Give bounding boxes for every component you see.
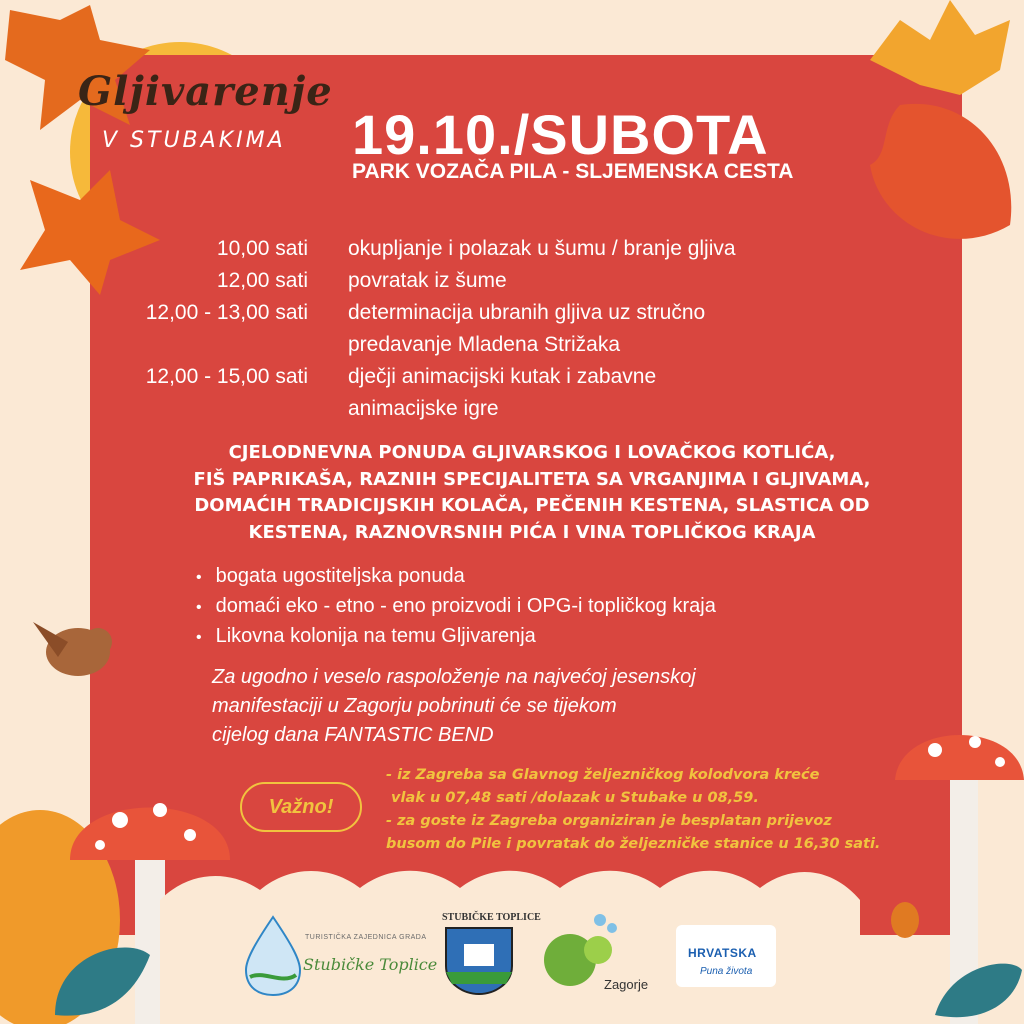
music-line: manifestaciji u Zagorju pobrinuti će se tijekom [212, 695, 617, 717]
schedule-desc [348, 297, 900, 361]
note-line: busom do Pile i povratak do željezničke stanice u 16,30 sati. [386, 836, 881, 852]
schedule-line: animacijske igre [348, 397, 499, 420]
sponsor-hrvatska-slogan: Puna života [700, 966, 753, 977]
schedule-row [100, 361, 900, 425]
schedule-time: 12,00 - 13,00 sati [145, 301, 308, 324]
schedule-time: 12,00 - 15,00 sati [145, 365, 308, 388]
offer-line: CJELODNEVNA PONUDA GLJIVARSKOG I LOVAČKOG KOTLIĆA, [228, 442, 836, 463]
schedule-line: predavanje Mladena Strižaka [348, 333, 620, 356]
list-item: • bogata ugostiteljska ponuda [196, 562, 716, 592]
schedule-line: povratak iz šume [348, 269, 507, 292]
event-location: PARK VOZAČA PILA - SLJEMENSKA CESTA [352, 160, 794, 183]
important-notes [386, 764, 946, 856]
list-item: • Likovna kolonija na temu Gljivarenja [196, 622, 716, 652]
schedule-desc [348, 265, 900, 297]
logo-title: Gljivarenje [78, 68, 333, 115]
schedule-line: okupljanje i polazak u šumu / branje gljiva [348, 237, 736, 260]
schedule-desc [348, 233, 900, 265]
note-line: - za goste iz Zagreba organiziran je besplatan prijevoz [386, 813, 832, 829]
feature-list [196, 562, 716, 652]
music-note [212, 663, 852, 750]
offer-line: FIŠ PAPRIKAŠA, RAZNIH SPECIJALITETA SA VRGANJIMA I GLJIVAMA, [193, 468, 871, 490]
schedule-time: 10,00 sati [216, 237, 308, 260]
schedule-desc [348, 361, 900, 425]
note-line: vlak u 07,48 sati /dolazak u Stubake u 08,59. [386, 790, 759, 806]
offer-line: DOMAĆIH TRADICIJSKIH KOLAČA, PEČENIH KESTENA, SLASTICA OD [194, 495, 870, 516]
music-line: Za ugodno i veselo raspoloženje na najvećoj jesenskoj [212, 666, 696, 688]
water-drop-logo-icon [244, 915, 302, 997]
schedule-line: determinacija ubranih gljiva uz stručno [348, 301, 706, 324]
logo-subtitle: V STUBAKIMA [102, 128, 286, 153]
sponsor-hrvatska: HRVATSKA [688, 946, 757, 960]
crest-title: STUBIČKE TOPLICE [442, 912, 541, 923]
sponsor-stubicke: Stubičke Toplice [303, 955, 438, 974]
sponsor-zagorje: Zagorje [604, 977, 649, 992]
crest-icon [444, 926, 514, 996]
leaf-icon [860, 0, 1024, 110]
event-date: 19.10./SUBOTA [352, 103, 769, 166]
schedule-time: 12,00 sati [216, 269, 308, 292]
schedule-row [100, 233, 900, 265]
note-line: - iz Zagreba sa Glavnog željezničkog kolodvora kreće [386, 767, 820, 783]
important-badge: Važno! [240, 782, 362, 832]
schedule [100, 233, 900, 425]
food-offer [140, 440, 924, 546]
bird-icon [28, 612, 118, 682]
music-line: cijelog dana FANTASTIC BEND [212, 724, 494, 746]
schedule-row [100, 265, 900, 297]
schedule-line: dječji animacijski kutak i zabavne [348, 365, 657, 388]
schedule-row [100, 297, 900, 361]
sponsor-small-text: TURISTIČKA ZAJEDNICA GRADA [305, 934, 427, 941]
list-item: • domaći eko - etno - eno proizvodi i OPG-i topličkog kraja [196, 592, 716, 622]
offer-line: KESTENA, RAZNOVRSNIH PIĆA I VINA TOPLIČKOG KRAJA [248, 521, 816, 543]
